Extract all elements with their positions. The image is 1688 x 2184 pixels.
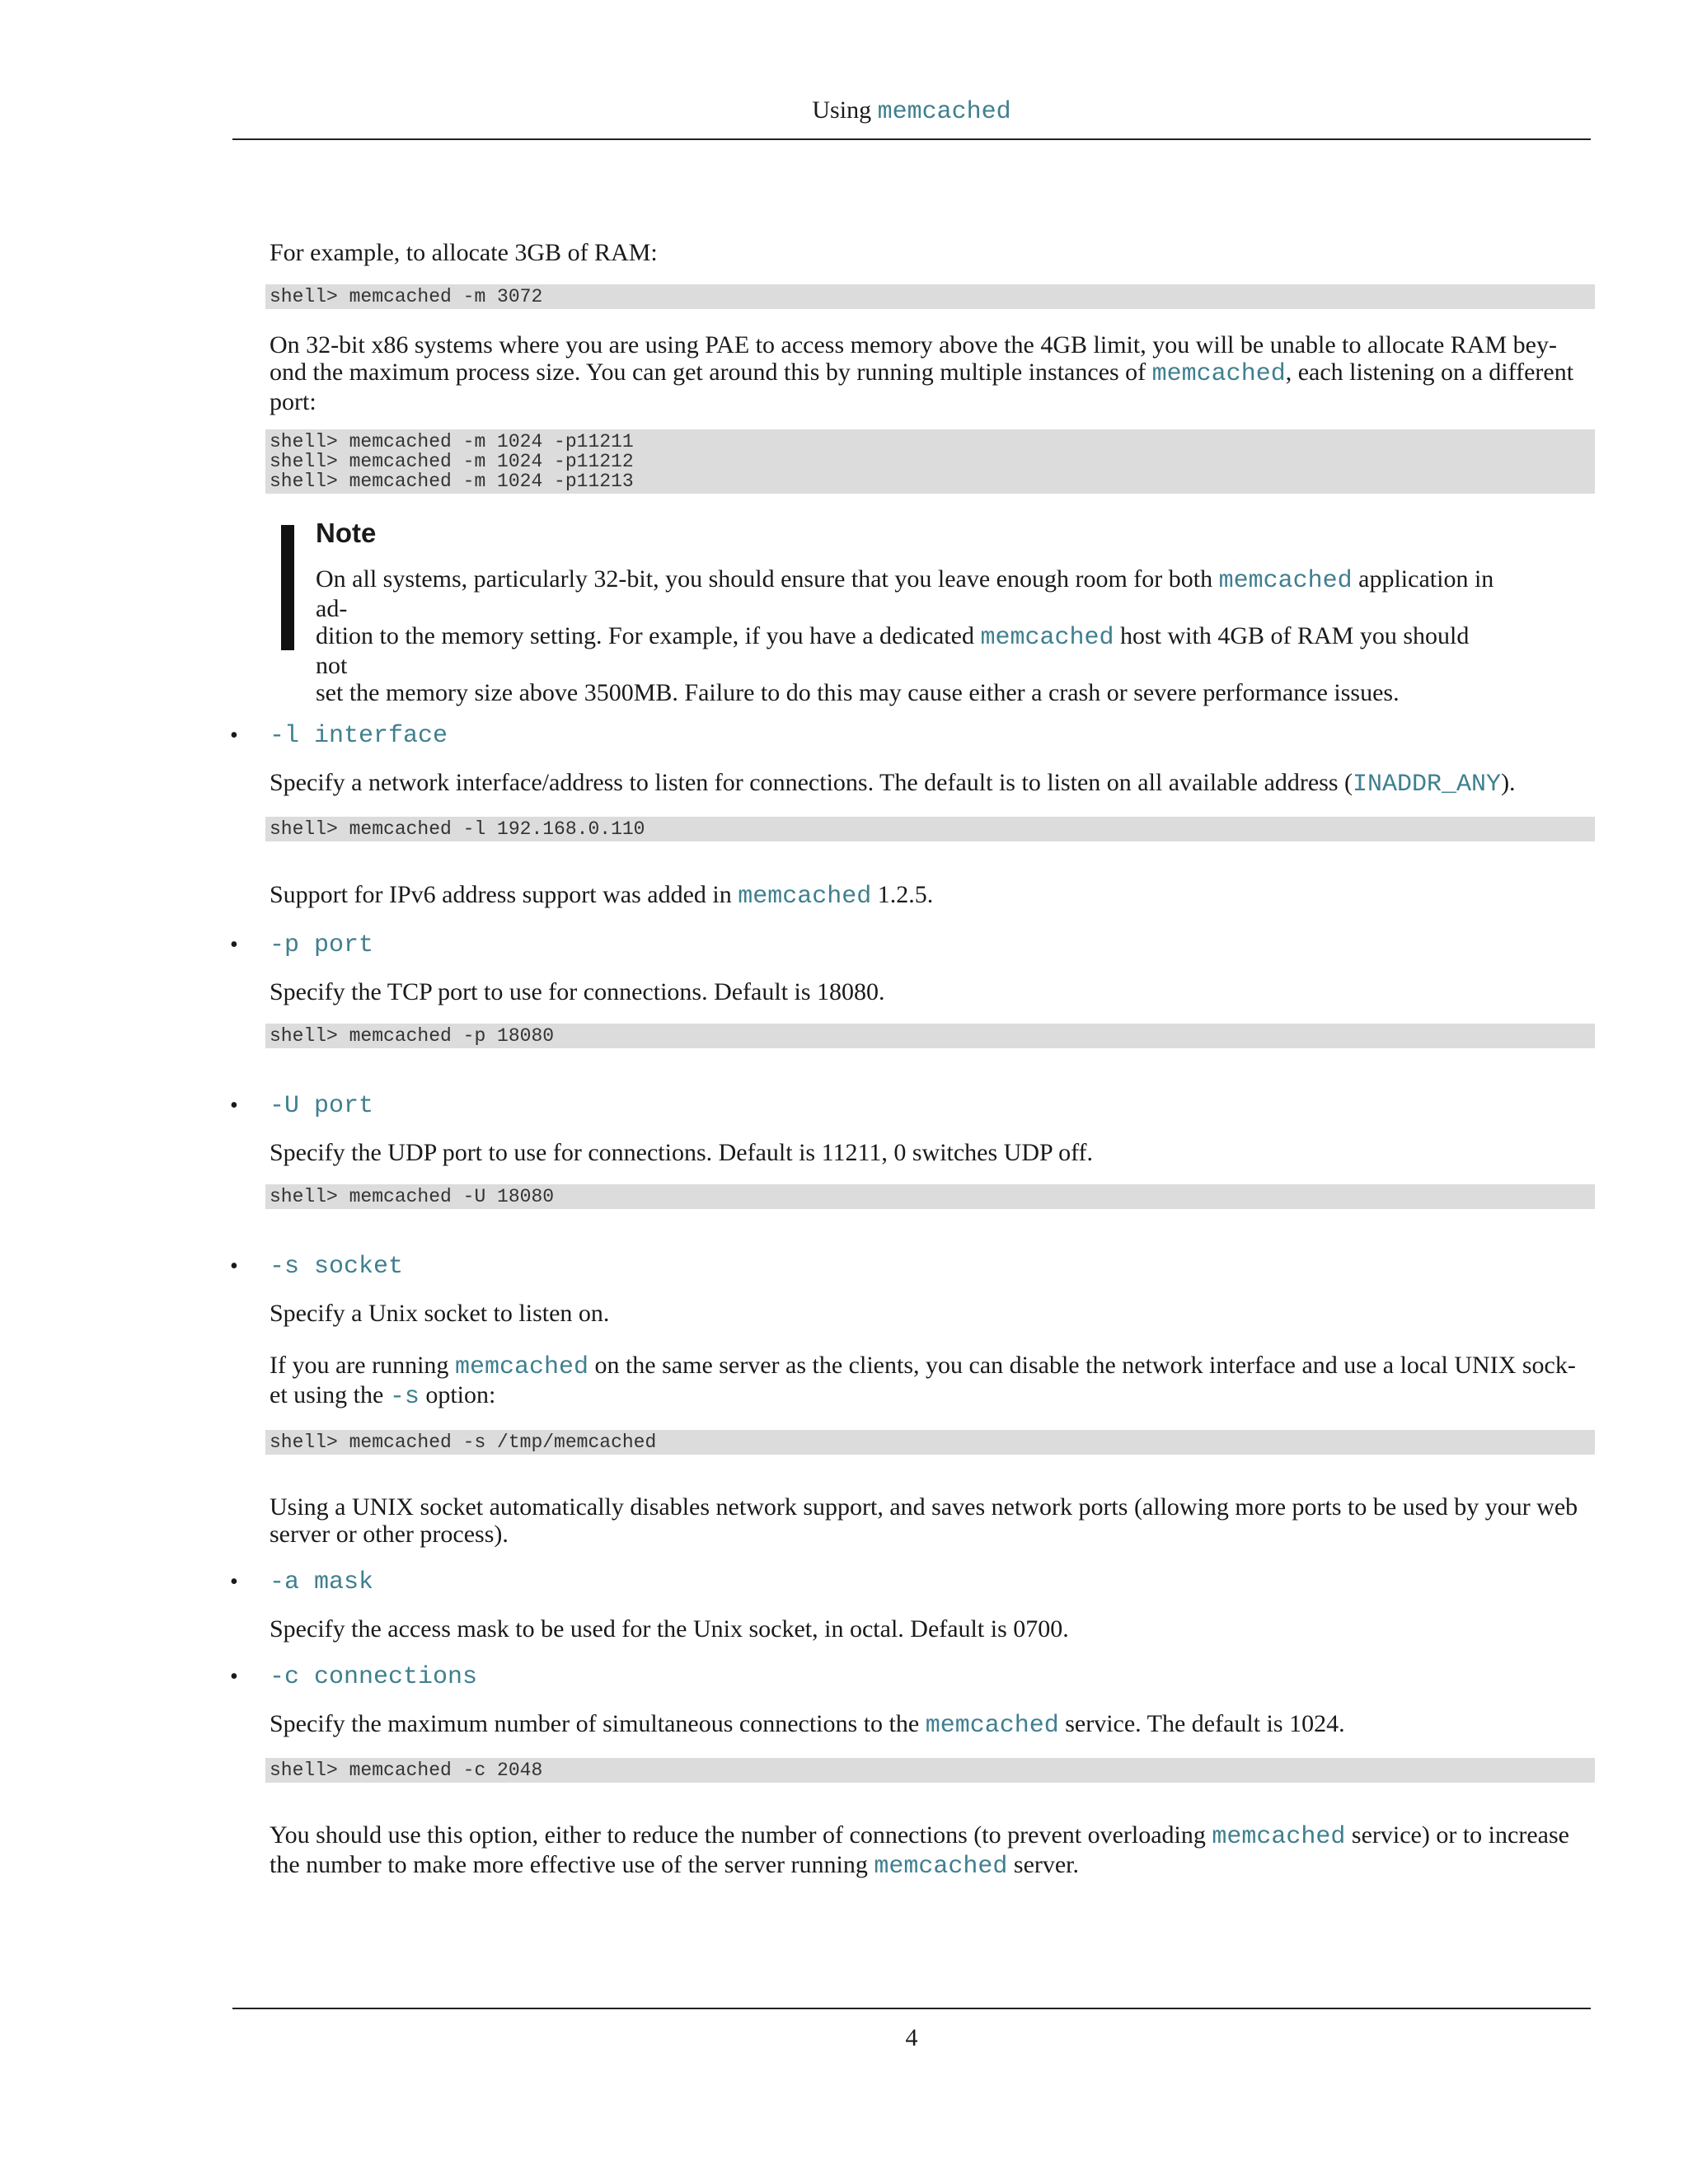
option-c-note (270, 1821, 1588, 1881)
option-term-U: -U port (270, 1092, 374, 1120)
note-text-1: On all systems, particularly 32-bit, you should ensure that you leave enough room for both (316, 565, 1213, 593)
option-p-desc: Specify the TCP port to use for connections. Default is 18080. (270, 978, 885, 1005)
header-title-prefix: Using (812, 96, 872, 124)
pae-text-3: , each listening on a different (1285, 359, 1574, 386)
note-text-4: host with 4GB of RAM you should not (316, 622, 1470, 679)
option-term-l: -l interface (270, 722, 448, 750)
option-c (230, 1661, 1588, 1694)
note-text-3: dition to the memory setting. For example, if you have a dedicated (316, 622, 974, 649)
code-block-l: shell> memcached -l 192.168.0.110 (265, 817, 1595, 841)
desc-text: Specify a network interface/address to listen for connections. The default is to listen on all available address ( (270, 769, 1353, 796)
inline-code: memcached (1212, 1823, 1346, 1851)
option-a-desc: Specify the access mask to be used for the Unix socket, in octal. Default is 0700. (270, 1615, 1069, 1643)
bullet: • (230, 1569, 238, 1595)
desc-text: ). (1501, 769, 1516, 796)
option-l-extra (270, 881, 1588, 911)
running-header (232, 92, 1591, 140)
desc-text: the number to make more effective use of the server running (270, 1851, 868, 1878)
option-term-p: -p port (270, 931, 374, 959)
option-l-desc (270, 769, 1588, 799)
inline-code: INADDR_ANY (1353, 771, 1502, 799)
page-number: 4 (905, 2024, 918, 2051)
note-admonition (281, 515, 1588, 706)
option-s (230, 1250, 1588, 1283)
code-block-U: shell> memcached -U 18080 (265, 1184, 1595, 1209)
desc-text: You should use this option, either to reduce the number of connections (to prevent overloading (270, 1821, 1206, 1849)
inline-code: -s (389, 1383, 420, 1411)
inline-code: memcached (925, 1712, 1059, 1740)
code-block-s: shell> memcached -s /tmp/memcached (265, 1430, 1595, 1455)
option-term-c: -c connections (270, 1663, 478, 1691)
inline-code: memcached (1151, 360, 1286, 388)
note-title: Note (316, 518, 377, 548)
note-bar (281, 525, 294, 650)
note-text-5: set the memory size above 3500MB. Failure to do this may cause either a crash or severe performance issues. (316, 679, 1400, 706)
page-content (230, 239, 1588, 1881)
desc-text: et using the (270, 1381, 384, 1408)
desc-text: Specify the maximum number of simultaneous connections to the (270, 1710, 920, 1737)
extra-text: Support for IPv6 address support was added in (270, 881, 732, 908)
code-block-c: shell> memcached -c 2048 (265, 1758, 1595, 1783)
extra-text: 1.2.5. (877, 881, 934, 908)
page-footer (232, 2008, 1591, 2052)
header-title-code: memcached (877, 98, 1011, 126)
option-p (230, 929, 1588, 962)
option-a (230, 1566, 1588, 1599)
pae-text-1: On 32-bit x86 systems where you are using PAE to access memory above the 4GB limit, you will be unable to allocate RAM bey- (270, 331, 1557, 359)
option-s-paragraph (270, 1352, 1588, 1411)
code-block-instances: shell> memcached -m 1024 -p11211 shell> memcached -m 1024 -p11212 shell> memcached -m 1024 -p11213 (265, 429, 1595, 494)
inline-code: memcached (454, 1353, 588, 1381)
option-U (230, 1090, 1588, 1122)
code-block-allocate: shell> memcached -m 3072 (265, 284, 1595, 309)
option-l (230, 719, 1588, 752)
pae-text-4: port: (270, 388, 316, 415)
desc-text: service. The default is 1024. (1065, 1710, 1345, 1737)
bullet: • (230, 1254, 238, 1279)
bullet: • (230, 932, 238, 958)
bullet: • (230, 1664, 238, 1690)
desc-text: server. (1013, 1851, 1080, 1878)
note-text-2: application in ad- (316, 565, 1494, 622)
option-s-note (270, 1493, 1588, 1548)
pae-text-2: ond the maximum process size. You can get around this by running multiple instances of (270, 359, 1146, 386)
desc-text: Using a UNIX socket automatically disables network support, and saves network ports (allowing more ports to be used by your web (270, 1493, 1578, 1521)
note-body (316, 565, 1503, 706)
inline-code: memcached (738, 883, 872, 911)
desc-text: server or other process). (270, 1521, 509, 1548)
option-term-s: -s socket (270, 1253, 404, 1281)
intro-paragraph: For example, to allocate 3GB of RAM: (270, 239, 658, 266)
code-block-p: shell> memcached -p 18080 (265, 1024, 1595, 1048)
desc-text: If you are running (270, 1352, 449, 1379)
desc-text: service) or to increase (1351, 1821, 1569, 1849)
option-s-desc: Specify a Unix socket to listen on. (270, 1300, 610, 1327)
option-c-desc (270, 1710, 1588, 1740)
pae-paragraph (270, 331, 1588, 415)
bullet: • (230, 1093, 238, 1118)
desc-text: option: (425, 1381, 496, 1408)
inline-code: memcached (980, 624, 1114, 652)
inline-code: memcached (1218, 567, 1353, 595)
desc-text: on the same server as the clients, you can disable the network interface and use a local UNIX sock- (594, 1352, 1576, 1379)
bullet: • (230, 723, 238, 748)
option-term-a: -a mask (270, 1568, 374, 1596)
inline-code: memcached (874, 1853, 1008, 1881)
option-U-desc: Specify the UDP port to use for connections. Default is 11211, 0 switches UDP off. (270, 1139, 1094, 1166)
